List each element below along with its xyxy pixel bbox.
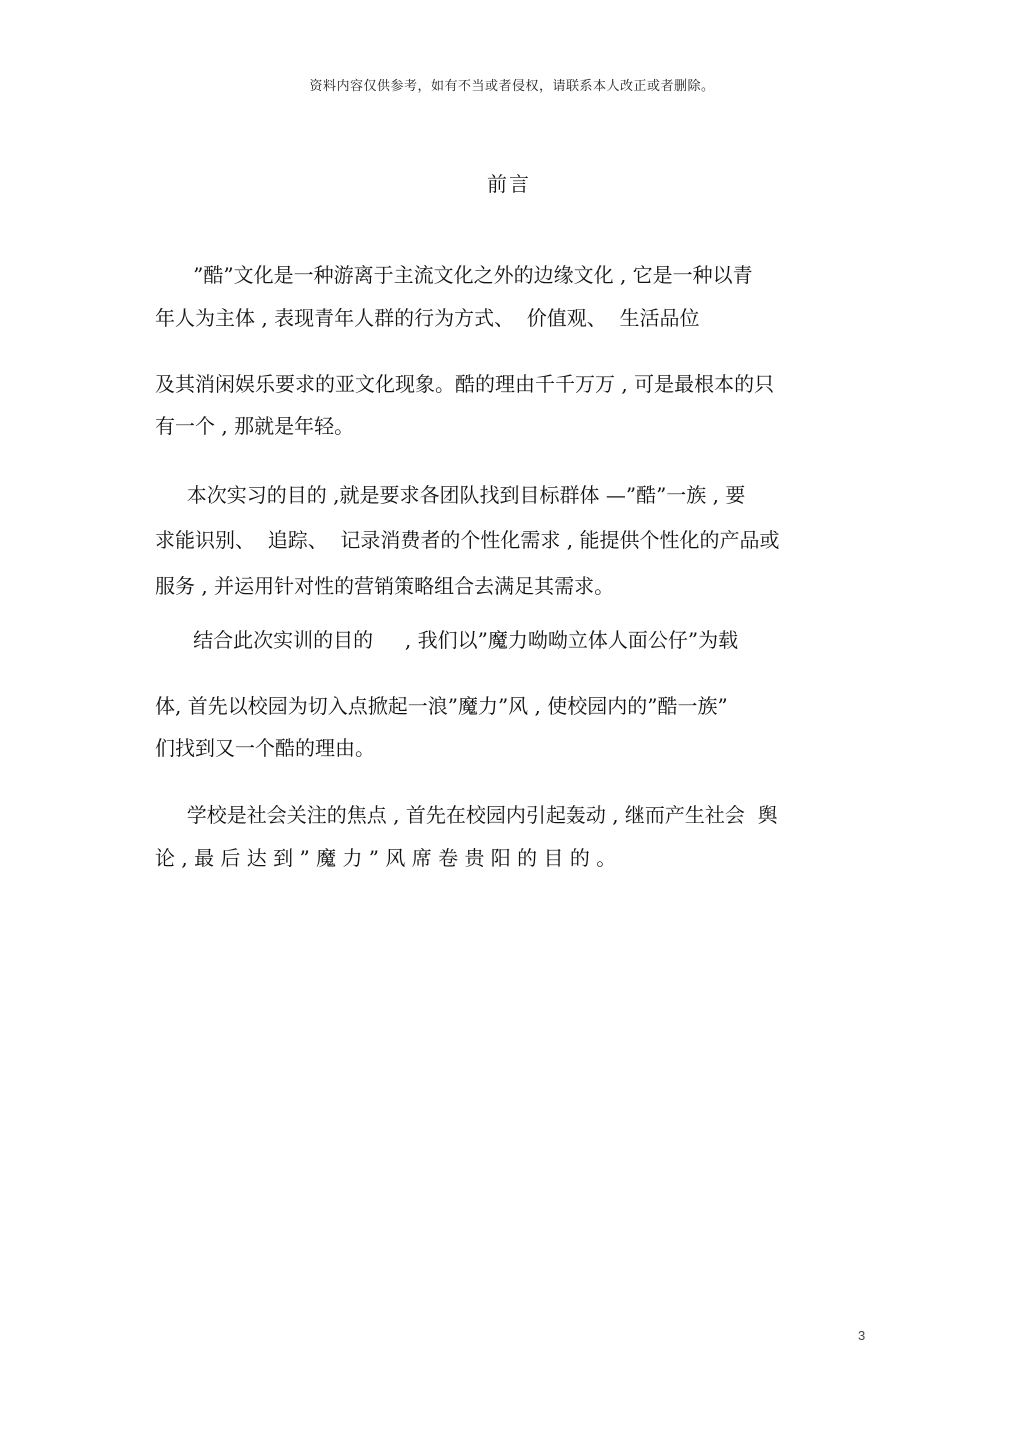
- page-number: 3: [858, 1328, 866, 1343]
- paragraph-line: 本次实习的目的 ,就是要求各团队找到目标群体 —”酷”一族 , 要: [155, 483, 746, 507]
- paragraph-line: 求能识别、 追踪、 记录消费者的个性化需求 , 能提供个性化的产品或: [155, 528, 780, 552]
- page-title: 前言: [487, 172, 531, 196]
- paragraph-line: 学校是社会关注的焦点 , 首先在校园内引起轰动 , 继而产生社会 舆: [155, 803, 778, 827]
- paragraph-line: 们找到又一个酷的理由。: [155, 736, 375, 760]
- paragraph-line: 论 , 最 后 达 到 ” 魔 力 ” 风 席 卷 贵 阳 的 目 的 。: [155, 846, 617, 870]
- header-disclaimer: 资料内容仅供参考，如有不当或者侵权，请联系本人改正或者删除。: [309, 79, 715, 94]
- paragraph-line: 结合此次实训的目的 , 我们以”魔力呦呦立体人面公仔”为载: [155, 628, 739, 652]
- paragraph-line: ”酷”文化是一种游离于主流文化之外的边缘文化 , 它是一种以青: [155, 263, 753, 287]
- paragraph-line: 年人为主体 , 表现青年人群的行为方式、 价值观、 生活品位: [155, 306, 700, 330]
- paragraph-line: 有一个 , 那就是年轻。: [155, 414, 355, 438]
- paragraph-line: 及其消闲娱乐要求的亚文化现象。酷的理由千千万万 , 可是最根本的只: [155, 372, 775, 396]
- paragraph-line: 体, 首先以校园为切入点掀起一浪”魔力”风 , 使校园内的”酷一族”: [155, 694, 728, 718]
- paragraph-line: 服务 , 并运用针对性的营销策略组合去满足其需求。: [155, 574, 615, 598]
